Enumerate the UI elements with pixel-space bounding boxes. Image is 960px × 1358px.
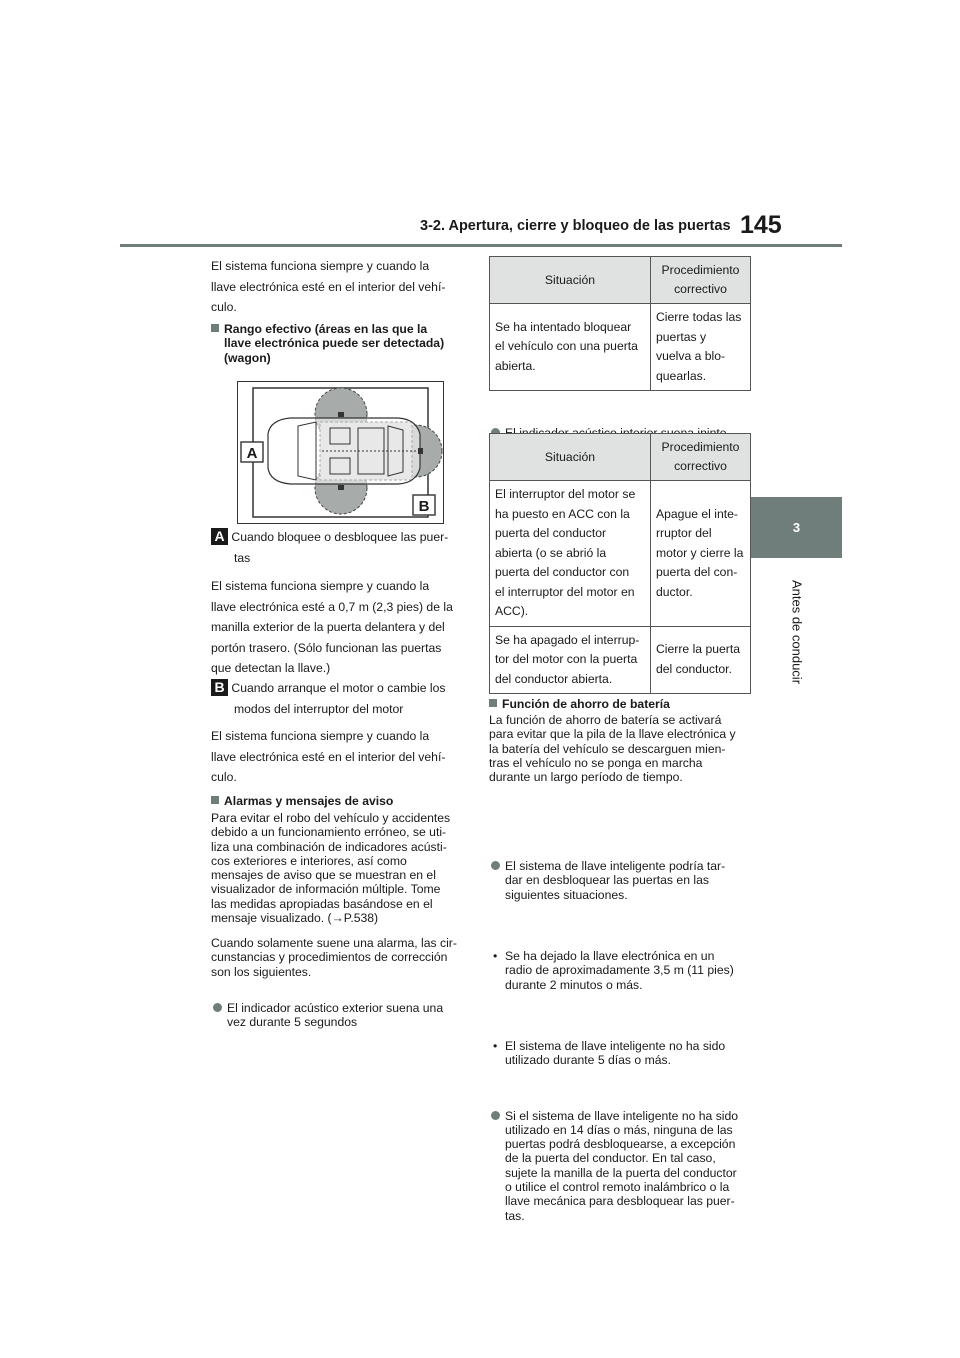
detection-range-figure [237,381,444,524]
label-b-badge: B [211,679,228,696]
header-rule [120,244,842,247]
car-top-view-illustration [238,382,443,523]
battery-paragraph: La función de ahorro de batería se activará para evitar que la pila de la llave electrónica y la batería del vehículo se descarguen mien- tras el vehículo no se ponga en marcha durante un largo período de tiempo. [489,713,736,785]
left-column [211,256,473,318]
square-bullet-icon [211,324,219,332]
table-header-procedure: Procedimiento correctivo [651,257,751,304]
table-row: Se ha apagado el interrup- tor del motor con la puerta del conductor abierta. Cierre la puerta del conductor. [490,626,751,694]
round-bullet-icon [213,1003,222,1012]
chapter-number: 3 [792,520,801,535]
page-number: 145 [740,211,782,239]
exterior-buzzer-bullet: El indicador acústico exterior suena una vez durante 5 segundos [211,1001,473,1030]
table-row: Se ha intentado bloquear el vehículo con una puerta abierta. Cierre todas las puertas y vuelva a blo- quearlas. [490,304,751,391]
item-b-description: El sistema funciona siempre y cuando la llave electrónica esté en el interior del vehí- culo. [211,729,446,784]
antenna-rear [418,448,423,454]
table-header-procedure: Procedimiento correctivo [651,434,751,481]
intro-paragraph: El sistema funciona siempre y cuando la llave electrónica esté en el interior del vehí- culo. [211,259,446,314]
figure-label-a: A [246,445,258,462]
item-a-description: El sistema funciona siempre y cuando la llave electrónica esté a 0,7 m (2,3 pies) de la manilla exterior de la puerta delantera y del portón trasero. (Sólo funcionan las puertas que detectan la llave.) [211,579,453,675]
battery-bullet-2: Si el sistema de llave inteligente no ha sido utilizado en 14 días o más, ninguna de las puertas podrá desbloquearse, a excepción de la puerta del conductor. En tal caso, sujete la manilla de la puerta del conductor o utilice el control remoto inalámbrico o la llave mecánica para desbloquear las puer- tas. [489,1109,767,1223]
square-bullet-icon [211,796,219,804]
battery-sub-item-1: • Se ha dejado la llave electrónica en un radio de aproximadamente 3,5 m (11 pies) durante 2 minutos o más. [493,949,734,992]
section-title: 3-2. Apertura, cierre y bloqueo de las puertas [420,218,731,234]
interior-buzzer-table [489,433,751,694]
square-bullet-icon [489,699,497,707]
table-row: El interruptor del motor se ha puesto en ACC con la puerta del conductor abierta (o se abrió la puerta del conductor con el interruptor del motor en ACC). Apague el inte- rruptor del motor y cierre la puerta del con- ductor. [490,481,751,627]
table-header-situation: Situación [490,434,651,481]
round-bullet-icon [491,861,500,870]
alarm-heading: Alarmas y mensajes de aviso [211,794,473,808]
chapter-label: Antes de conducir [789,579,805,685]
chapter-tab [751,497,842,558]
round-bullet-icon [491,1111,500,1120]
antenna-front-right [338,412,344,417]
figure-label-b: B [418,498,430,515]
alarm-paragraph-2: Cuando solamente suene una alarma, las cir- cunstancias y procedimientos de corrección son los siguientes. [211,936,457,979]
antenna-front-left [338,485,344,490]
sub-bullet-marker: • [493,949,498,964]
battery-bullet-1: El sistema de llave inteligente podría tar- dar en desbloquear las puertas en las siguientes situaciones. [489,859,765,902]
range-heading: Rango efectivo (áreas en las que la llave electrónica puede ser detectada) (wagon) [211,322,473,365]
alarm-paragraph: Para evitar el robo del vehículo y accidentes debido a un funcionamiento erróneo, se uti- liza una combinación de indicadores acústi- cos exteriores e interiores, así como mensajes de aviso que se muestran en el visualizador de información múltiple. Tome las medidas apropiadas basándose en el mensaje visualizado. (→P.538) [211,811,451,926]
table-header-situation: Situación [490,257,651,304]
battery-sub-item-2: • El sistema de llave inteligente no ha sido utilizado durante 5 días o más. [493,1038,726,1068]
label-a-badge: A [211,528,228,545]
exterior-buzzer-table [489,256,751,391]
battery-heading: Función de ahorro de batería [489,697,751,711]
item-b: B Cuando arranque el motor o cambie los modos del interruptor del motor [211,678,473,719]
item-a: A Cuando bloquee o desbloquee las puer- tas [211,527,473,568]
sub-bullet-marker: • [493,1038,498,1053]
